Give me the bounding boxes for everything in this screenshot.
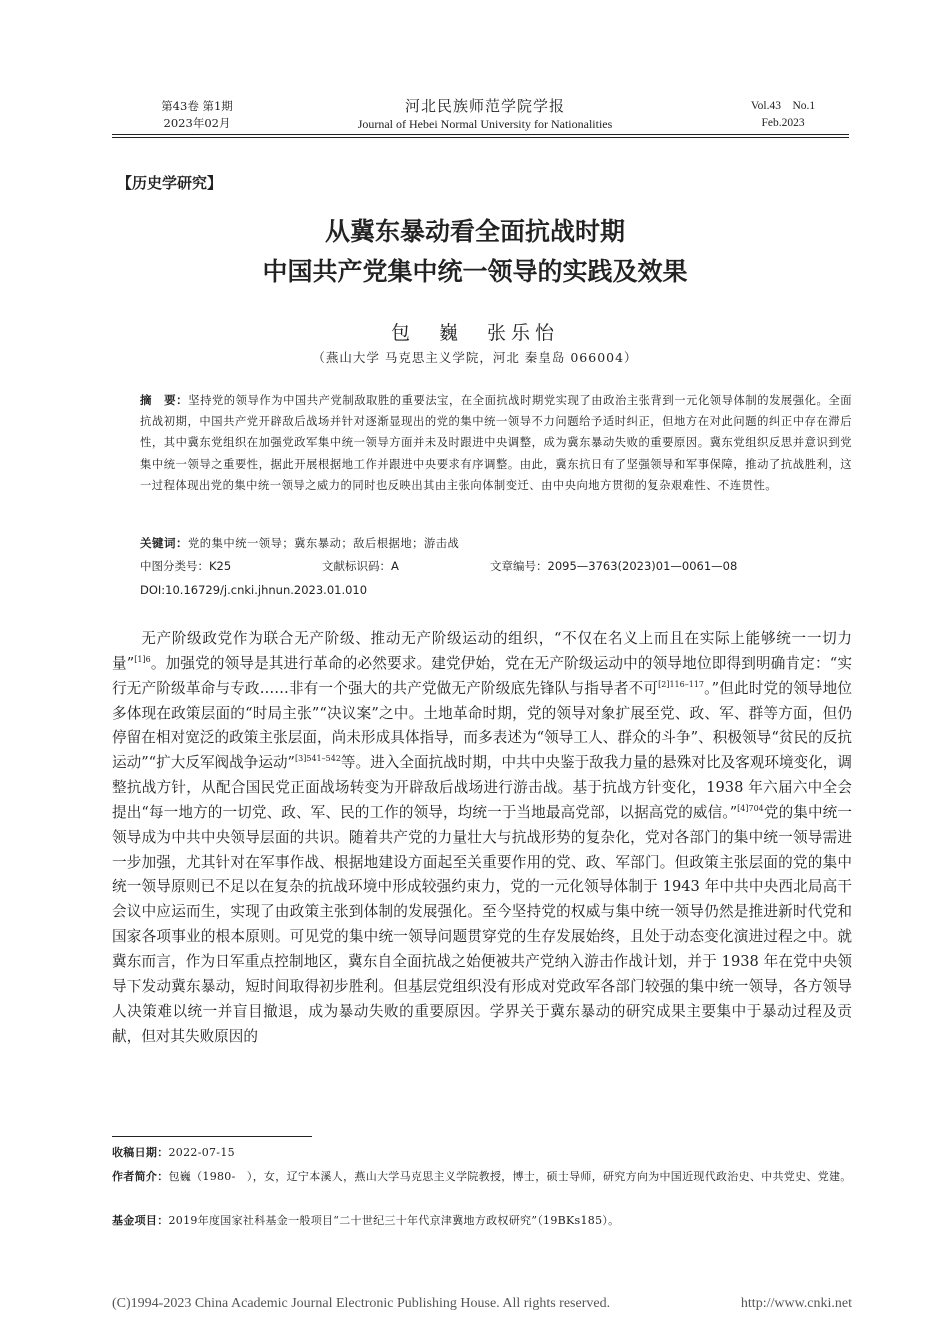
abstract-text: 坚持党的领导作为中国共产党制敌取胜的重要法宝，在全面抗战时期党实现了由政治主张背到一元化领导体制的发展强化。全面抗战初期，中国共产党开辟敌后战场并针对逐渐显现出的党的集中统一领导不力问题给予适时纠正，但地方在对此问题的纠正中存在滞后性，其中冀东党组织在加强党政军集中统一领导方面并未及时跟进中央调整，成为冀东暴动失败的重要原因。冀东党组织反思并意识到党集中统一领导之重要性，据此开展根据地工作并跟进中央要求有序调整。由此，冀东抗日有了坚强领导和军事保障，推动了抗战胜利，这一过程体现出党的集中统一领导之威力的同时也反映出其由主张向体制变迁、由中央向地方贯彻的复杂艰难性、不连贯性。 (140, 394, 852, 492)
doi: DOI:10.16729/j.cnki.jhnun.2023.01.010 (140, 583, 368, 597)
copyright-text: (C)1994-2023 China Academic Journal Electronic Publishing House. All rights reserved. (112, 1296, 611, 1311)
pub-date-en: Feb.2023 (761, 117, 805, 129)
keywords-text: 党的集中统一领导；冀东暴动；敌后根据地；游击战 (188, 537, 460, 550)
keywords-label: 关键词： (140, 536, 188, 550)
abstract-label: 摘 要： (140, 393, 189, 407)
volume-issue: 第43卷 第1期 (161, 99, 233, 113)
citation: [1]6 (134, 654, 151, 664)
journal-name-en: Journal of Hebei Normal University for Nationalities (357, 117, 613, 131)
header-rule (112, 134, 849, 135)
title-line-2: 中国共产党集中统一领导的实践及效果 (262, 257, 688, 286)
article-title (0, 212, 950, 292)
received-date (112, 1143, 852, 1163)
header-rule-secondary (112, 137, 849, 138)
vol-no: Vol.43 No.1 (750, 100, 816, 112)
copyright-footer (112, 1296, 852, 1312)
citation: [3]541–542 (295, 754, 341, 764)
clc-label: 中图分类号： (140, 559, 209, 573)
received-value: 2022-07-15 (168, 1146, 235, 1159)
author-bio (112, 1167, 852, 1187)
abstract (140, 390, 852, 496)
funding-label: 基金项目： (112, 1214, 169, 1227)
journal-name-cn: 河北民族师范学院学报 (404, 97, 565, 115)
affiliation: （燕山大学 马克思主义学院，河北 秦皇岛 066004） (312, 350, 638, 365)
title-line-1: 从冀东暴动看全面抗战时期 (324, 217, 625, 246)
received-label: 收稿日期： (112, 1146, 169, 1159)
article-number (490, 558, 737, 574)
funding-text: 2019年度国家社科基金一般项目“二十世纪三十年代京津冀地方政权研究”（19BKs185）。 (168, 1214, 620, 1227)
text-run: 。加强党的领导是其进行革命的必然要求。建党伊始，党在无产阶级运动中的领导地位即得到明确肯定：“实行无产阶级革命与专政……非有一个强大的共产党做无产阶级底先锋队与指导者不可 (112, 654, 853, 697)
article-number-label: 文章编号： (490, 559, 548, 573)
cnki-link[interactable]: http://www.cnki.net (740, 1296, 852, 1311)
authors: 包 巍 张乐怡 (390, 322, 559, 344)
citation: [2]116–117 (658, 679, 704, 689)
doc-code-label: 文献标识码： (322, 559, 391, 573)
keywords (140, 535, 459, 551)
text-run: 等。进入全面抗战时期，中共中央鉴于敌我力量的悬殊对比及客观环境变化，调整抗战方针，从配合国民党正面战场转变为开辟敌后战场进行游击战。基于抗战方针变化，1938 年六届六中全会提出“每一地方的一切党、政、军、民的工作的领导，均统一于当地最高党部，以据高党的威信。” (112, 754, 852, 821)
clc-number (140, 558, 231, 574)
text-run: 。”但此时党的领导地位多体现在政策层面的“时局主张”“决议案”之中。土地革命时期，党的领导对象扩展至党、政、军、群等方面，但仍停留在相对宽泛的政策主张层面，尚未形成具体指导，而多表述为“领导工人、群众的斗争”、积极领导“贫民的反抗运动”“扩大反军阀战争运动” (112, 679, 852, 772)
article-number-value: 2095—3763(2023)01—0061—08 (547, 559, 738, 573)
author-bio-text: 包巍（1980- ），女，辽宁本溪人，燕山大学马克思主义学院教授，博士，硕士导师，研究方向为中国近现代政治史、中共党史、党建。 (168, 1170, 852, 1183)
section-label: 【历史学研究】 (117, 174, 223, 192)
citation: [4]704 (737, 804, 764, 814)
doc-code-value: A (391, 559, 399, 573)
doc-code (322, 558, 399, 574)
paragraph (112, 627, 852, 1049)
journal-volume-issue (137, 98, 257, 132)
funding (112, 1211, 852, 1231)
journal-name (300, 96, 670, 132)
author-bio-label: 作者简介： (112, 1170, 169, 1183)
body-text (112, 627, 852, 1049)
clc-value: K25 (209, 559, 232, 573)
text-run: 党的集中统一领导成为中共中央领导层面的共识。随着共产党的力量壮大与抗战形势的复杂化，党对各部门的集中统一领导需进一步加强，尤其针对在军事作战、根据地建设方面起至关重要作用的党、政、军部门。但政策主张层面的党的集中统一领导原则已不足以在复杂的抗战环境中形成较强约束力，党的一元化领导体制于 1943 年中共中央西北局高干会议中应运而生，实现了由政策主张到体制的发展强化。至今坚持党的权威与集中统一领导仍然是推进新时代党和国家各项事业的根本原则。可见党的集中统一领导问题贯穿党的生存发展始终，且处于动态变化演进过程之中。就冀东而言，作为日军重点控制地区，冀东自全面抗战之始便被共产党纳入游击作战计划，并于 1938 年在党中央领导下发动冀东暴动，短时间取得初步胜利。但基层党组织没有形成对党政军各部门较强的集中统一领导，各方领导人决策难以统一并盲目撤退，成为暴动失败的重要原因。学界关于冀东暴动的研究成果主要集中于暴动过程及贡献，但对其失败原因的 (112, 803, 852, 1045)
text-run: 无产阶级政党作为联合无产阶级、推动无产阶级运动的组织，“不仅在名义上而且在实际上能够统一一切力量” (112, 630, 852, 672)
journal-vol-no-en (738, 98, 828, 132)
footnote-rule (112, 1136, 312, 1137)
publish-month: 2023年02月 (163, 116, 231, 130)
